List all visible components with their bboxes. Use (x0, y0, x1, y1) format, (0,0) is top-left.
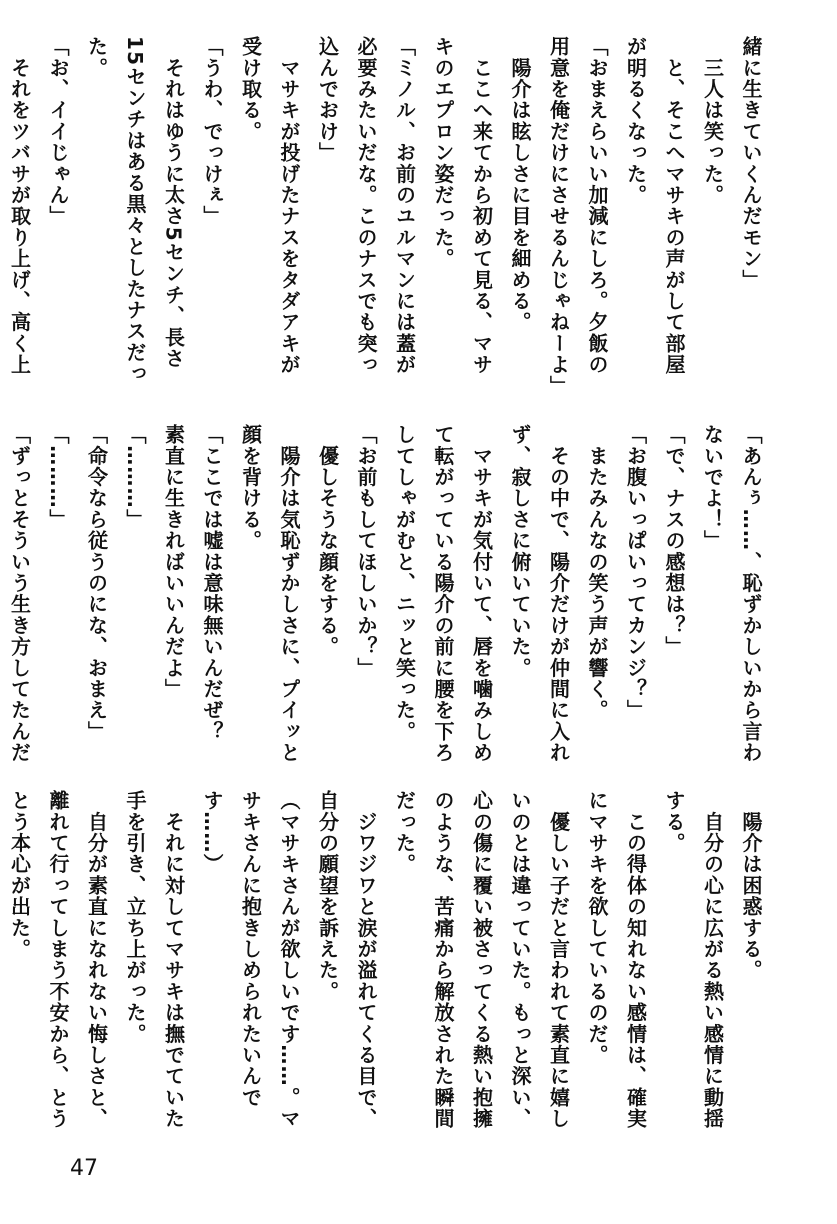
paragraph: 「うわ、でっけぇ」 (200, 36, 224, 227)
paragraph: ジワジワと涙が溢れてくる目で、自分の願望を訴えた。 (315, 790, 378, 1130)
paragraph: 「ここでは嘘は意味無いんだぜ？ 素直に生きればいいんだよ」 (161, 424, 224, 764)
paragraph: 「ミノル、お前のユルマンには蓋が必要みたいだな。このナスでも突っ込んでおけ」 (315, 36, 417, 376)
paragraph: 自分の心に広がる熱い感情に動揺する。 (662, 790, 725, 1130)
paragraph: またみんなの笑う声が響く。 (585, 424, 609, 721)
paragraph: その中で、陽介だけが仲間に入れず、寂しさに俯いていた。 (508, 424, 571, 764)
paragraph: 「お腹いっぱいってカンジ？」 (623, 424, 648, 721)
paragraph: 「ずっとそういう生き方してたんだ (7, 424, 32, 764)
paragraph: 陽介は困惑する。 (739, 790, 763, 981)
paragraph: 「お、イイじゃん」 (46, 36, 70, 227)
paragraph: 「おまえらいい加減にしろ。夕飯の用意を俺だけにさせるんじゃねーよ」 (546, 36, 609, 397)
paragraph: マサキが投げたナスをタダアキが受け取る。 (238, 36, 301, 376)
paragraph: 「お前もしてほしいか？」 (354, 424, 378, 679)
paragraph: それをツバサが取り上げ、高く上 (7, 57, 32, 376)
paragraph: 緒に生きていくんだモン」 (739, 36, 763, 291)
text-tier-bottom (7, 790, 770, 1140)
paragraph: 三人は笑った。 (700, 36, 725, 206)
paragraph: この得体の知れない感情は、確実にマサキを欲しているのだ。 (585, 790, 648, 1130)
paragraph: ここへ来てから初めて見る、マサキのエプロン姿だった。 (431, 36, 494, 376)
text-tier-top (7, 36, 770, 397)
paragraph: 陽介は眩しさに目を細める。 (508, 36, 532, 333)
paragraph: と、そこへマサキの声がして部屋が明るくなった。 (623, 36, 686, 376)
paragraph: 「………」 (123, 424, 147, 530)
paragraph: 「で、ナスの感想は？」 (662, 424, 686, 658)
paragraph: 陽介は気恥ずかしさに、プイッと顔を背ける。 (238, 424, 301, 764)
paragraph: マサキが気付いて、唇を噛みしめて転がっている陽介の前に腰を下ろしてしゃがむと、ニッと笑った。 (392, 424, 494, 764)
text-tier-middle (7, 424, 770, 776)
paragraph: 優しい子だと言われて素直に嬉しいのとは違っていた。もっと深い、心の傷に覆い被さってくる熱い抱擁のような、苦痛から解放された瞬間だった。 (392, 790, 571, 1130)
paragraph: 優しそうな顔をする。 (315, 424, 340, 658)
page-number: 47 (70, 1156, 98, 1181)
paragraph: 自分が素直になれない悔しさと、離れて行ってしまう不安から、とうとう本心が出た。 (7, 790, 109, 1130)
paragraph: 「あんぅ……、恥ずかしいから言わないでよ！」 (700, 424, 763, 764)
paragraph: 「命令なら従うのにな、おまえ」 (84, 424, 109, 742)
paragraph: それはゆうに太さ5センチ、長さ15センチはある黒々としたナスだった。 (84, 36, 186, 385)
paragraph: （マサキさんが欲しいです……。マサキさんに抱きしめられたいんです……） (200, 790, 301, 1130)
paragraph: それに対してマサキは撫でていた手を引き、立ち上がった。 (123, 790, 186, 1130)
paragraph: 「………」 (46, 424, 70, 530)
